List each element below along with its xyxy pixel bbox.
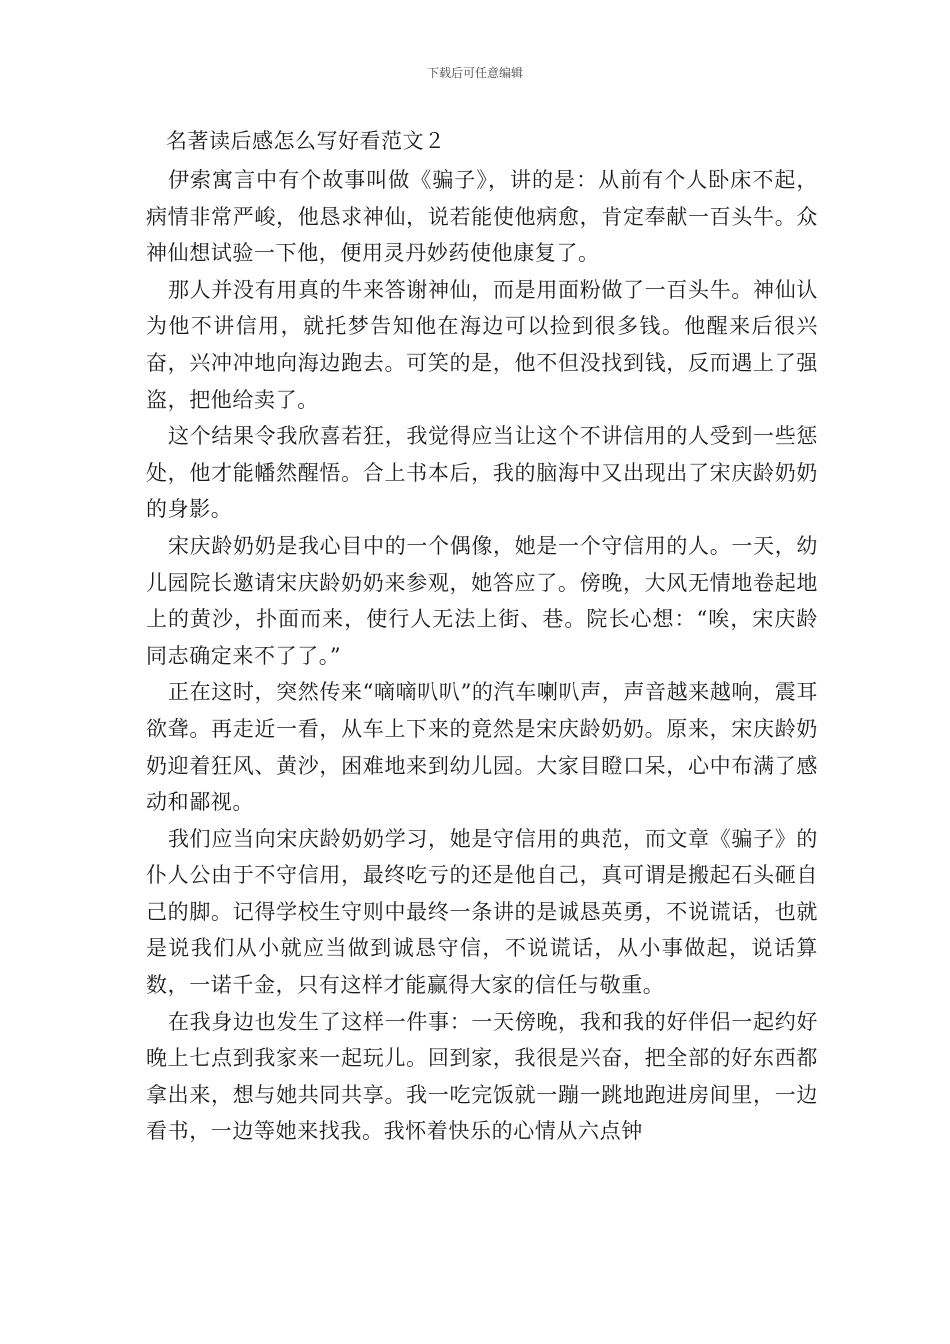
paragraph-4: 宋庆龄奶奶是我心目中的一个偶像，她是一个守信用的人。一天，幼儿园院长邀请宋庆龄奶奶来参观，她答应了。傍晚，大风无情地卷起地上的黄沙，扑面而来，使行人无法上街、巷。院长心想：“唉，宋庆龄同志确定来不了了。”	[146, 533, 818, 668]
paragraph-5: 正在这时，突然传来“嘀嘀叭叭”的汽车喇叭声，声音越来越响，震耳欲聋。再走近一看，从车上下来的竟然是宋庆龄奶奶。原来，宋庆龄奶奶迎着狂风、黄沙，困难地来到幼儿园。大家目瞪口呆，心中布满了感动和鄙视。	[146, 680, 818, 815]
paragraph-7: 在我身边也发生了这样一件事：一天傍晚，我和我的好伴侣一起约好晚上七点到我家来一起玩儿。回到家，我很是兴奋，把全部的好东西都拿出来，想与她共同共享。我一吃完饭就一蹦一跳地跑进房间里，一边看书，一边等她来找我。我怀着快乐的心情从六点钟	[146, 1009, 818, 1144]
page-header: 下载后可任意编辑	[426, 66, 523, 80]
article-title: 名著读后感怎么写好看范文２	[166, 129, 446, 153]
paragraph-3: 这个结果令我欣喜若狂，我觉得应当让这个不讲信用的人受到一些惩处，他才能幡然醒悟。合上书本后，我的脑海中又出现出了宋庆龄奶奶的身影。	[146, 424, 818, 522]
article-body	[146, 126, 818, 1150]
paragraph-6: 我们应当向宋庆龄奶奶学习，她是守信用的典范，而文章《骗子》的仆人公由于不守信用，最终吃亏的还是他自己，真可谓是搬起石头砸自己的脚。记得学校生守则中最终一条讲的是诚恳英勇，不说谎话，也就是说我们从小就应当做到诚恳守信，不说谎话，从小事做起，说话算数，一诺千金，只有这样才能赢得大家的信任与敬重。	[146, 826, 818, 998]
paragraph-2: 那人并没有用真的牛来答谢神仙，而是用面粉做了一百头牛。神仙认为他不讲信用，就托梦告知他在海边可以捡到很多钱。他醒来后很兴奋，兴冲冲地向海边跑去。可笑的是，他不但没找到钱，反而遇上了强盗，把他给卖了。	[146, 277, 818, 412]
paragraph-1: 伊索寓言中有个故事叫做《骗子》，讲的是：从前有个人卧床不起，病情非常严峻，他恳求神仙，说若能使他病愈，肯定奉献一百头牛。众神仙想试验一下他，便用灵丹妙药使他康复了。	[146, 168, 818, 266]
